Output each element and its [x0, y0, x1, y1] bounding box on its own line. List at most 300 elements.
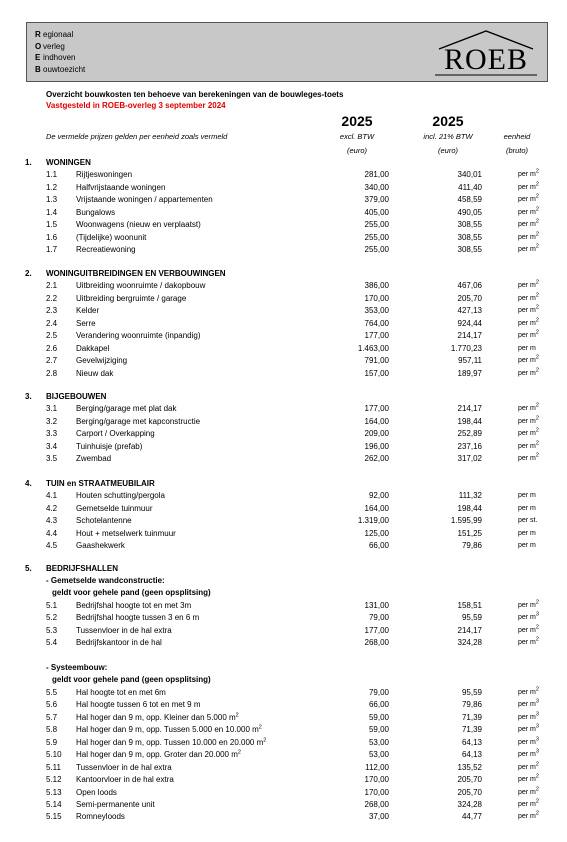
item-unit: [518, 637, 539, 649]
price-incl: 308,55: [457, 245, 482, 255]
item-label: [76, 182, 165, 194]
unit-superscript: 3: [535, 736, 539, 743]
item-unit: [518, 528, 536, 540]
item-label-text: (Tijdelijke) woonunit: [76, 232, 147, 242]
price-excl: 262,00: [364, 454, 389, 464]
item-unit: [518, 453, 539, 465]
item-number: 1.6: [46, 232, 58, 242]
table-row: [0, 811, 567, 823]
item-unit: [518, 762, 539, 774]
price-excl: 37,00: [368, 812, 389, 822]
unit-text: per m: [518, 208, 536, 216]
item-number: 1.7: [46, 245, 58, 255]
price-excl: 379,00: [364, 195, 389, 205]
item-unit: [518, 305, 539, 317]
item-unit: [518, 207, 539, 219]
table-row: [0, 762, 567, 774]
item-label: [76, 762, 172, 774]
unit-superscript: 2: [535, 636, 539, 643]
item-label: [76, 687, 166, 699]
unit-superscript: 2: [535, 761, 539, 768]
price-incl: 111,32: [458, 491, 482, 501]
item-label: [76, 612, 199, 624]
price-incl: 214,17: [457, 404, 482, 414]
table-row: [0, 280, 567, 292]
price-excl: 353,00: [364, 306, 389, 316]
price-excl: 255,00: [364, 220, 389, 230]
item-number: 5.14: [46, 799, 62, 809]
price-excl: 1.319,00: [357, 516, 389, 526]
item-label-text: Halfvrijstaande woningen: [76, 182, 166, 192]
item-unit: [518, 799, 539, 811]
section-title: BEDRIJFSHALLEN: [46, 564, 119, 573]
table-row: [0, 194, 567, 206]
item-label: [76, 799, 155, 811]
item-unit: [518, 540, 536, 552]
table-row: [0, 293, 567, 305]
item-unit: [518, 749, 539, 761]
unit-superscript: 2: [535, 624, 539, 631]
price-incl: 198,44: [457, 503, 482, 513]
price-incl: 198,44: [457, 416, 482, 426]
item-number: 3.1: [46, 404, 58, 414]
item-label-text: Bedrijfshal hoogte tot en met 3m: [76, 600, 192, 610]
item-number: 2.1: [46, 281, 58, 291]
unit-text: per m: [518, 344, 536, 352]
unit-text: per m: [518, 738, 536, 746]
price-excl: 405,00: [364, 207, 389, 217]
unit-text: per m: [518, 504, 536, 512]
item-unit: [518, 687, 539, 699]
unit-superscript: 3: [535, 723, 539, 730]
acronym-word: verleg: [43, 41, 65, 51]
unit-text: per m: [518, 601, 536, 609]
table-row: [0, 637, 567, 649]
unit-text: per m: [518, 405, 536, 413]
table-row: [0, 787, 567, 799]
acronym-word: egionaal: [43, 30, 74, 39]
item-label-text: Tussenvloer in de hal extra: [76, 762, 172, 772]
item-label-text: Nieuw dak: [76, 368, 114, 378]
item-number: 5.8: [46, 725, 58, 735]
item-number: 3.4: [46, 441, 58, 451]
price-incl: 427,13: [457, 306, 482, 316]
price-incl: 205,70: [457, 787, 482, 797]
item-number: 5.15: [46, 812, 62, 822]
item-label: [76, 528, 176, 540]
table-row: [0, 724, 567, 736]
acronym-word: indhoven: [43, 53, 76, 62]
item-label-text: Berging/garage met plat dak: [76, 404, 177, 414]
unit-text: per m: [518, 800, 536, 808]
item-number: 1.3: [46, 195, 58, 205]
unit-superscript: 3: [535, 699, 539, 706]
item-number: 2.7: [46, 356, 58, 366]
price-excl: 177,00: [364, 331, 389, 341]
item-number: 5.7: [46, 712, 58, 722]
incl-unit: (euro): [437, 146, 458, 155]
item-number: 4.5: [46, 541, 58, 551]
price-incl: 71,39: [461, 725, 482, 735]
item-label-text: Hal hoger dan 9 m, opp. Kleiner dan 5.000 m: [76, 712, 236, 722]
table-row: [0, 490, 567, 502]
unit-text: per m: [518, 319, 536, 327]
item-number: 2.8: [46, 368, 58, 378]
item-label-text: Kelder: [76, 306, 100, 316]
unit-text: per m: [518, 221, 536, 229]
price-excl: 340,00: [364, 182, 389, 192]
group-heading: - Systeembouw:: [46, 663, 108, 672]
item-label: [76, 699, 201, 711]
item-label-text: Verandering woonruimte (inpandig): [76, 331, 201, 341]
price-incl: 158,51: [457, 600, 482, 610]
unit-superscript: 3: [535, 748, 539, 755]
item-unit: [518, 600, 539, 612]
label-superscript: 2: [258, 724, 262, 731]
excl-year: 2025: [341, 113, 373, 129]
item-number: 1.2: [46, 182, 58, 192]
item-unit: [518, 330, 539, 342]
table-row: [0, 712, 567, 724]
item-unit: [518, 169, 539, 181]
item-number: 2.5: [46, 331, 58, 341]
item-number: 5.13: [46, 787, 62, 797]
item-unit: [518, 355, 539, 367]
document-title: Overzicht bouwkosten ten behoeve van berekeningen van de bouwleges-toets: [46, 90, 344, 99]
incl-year: 2025: [432, 113, 464, 129]
section-title: WONINGEN: [46, 158, 91, 167]
item-unit: [518, 194, 539, 206]
item-number: 4.3: [46, 516, 58, 526]
price-excl: 53,00: [368, 737, 389, 747]
table-row: [0, 330, 567, 342]
item-label: [76, 318, 96, 330]
price-incl: 458,59: [457, 195, 482, 205]
unit-text: per m: [518, 233, 536, 241]
price-excl: 791,00: [364, 356, 389, 366]
unit-superscript: 2: [535, 218, 539, 225]
unit-superscript: 2: [535, 452, 539, 459]
item-label: [76, 453, 111, 465]
price-incl: 79,86: [461, 541, 482, 551]
item-label: [76, 207, 115, 219]
section-number: 2.: [25, 269, 32, 278]
price-excl: 255,00: [364, 245, 389, 255]
item-label: [76, 293, 186, 305]
item-unit: [518, 724, 539, 736]
item-label-text: Gevelwijziging: [76, 356, 128, 366]
roeb-logo: [433, 29, 539, 77]
item-label: [76, 194, 213, 206]
item-number: 2.6: [46, 343, 58, 353]
unit-text: per m: [518, 455, 536, 463]
price-incl: 324,28: [457, 638, 482, 648]
item-unit: [518, 416, 539, 428]
item-unit: [518, 490, 536, 502]
item-unit: [518, 441, 539, 453]
item-label: [76, 637, 162, 649]
price-incl: 317,02: [457, 454, 482, 464]
price-incl: 490,05: [457, 207, 482, 217]
item-label-text: Woonwagens (nieuw en verplaatst): [76, 220, 201, 230]
item-label-text: Houten schutting/pergola: [76, 491, 165, 501]
item-label-text: Bedrijfshal hoogte tussen 3 en 6 m: [76, 613, 200, 623]
unit-text: per m: [518, 307, 536, 315]
item-number: 3.2: [46, 416, 58, 426]
price-incl: 308,55: [457, 232, 482, 242]
unit-header: eenheid: [503, 132, 531, 141]
unit-superscript: 2: [535, 403, 539, 410]
unit-text: per m: [518, 688, 536, 696]
item-label: [76, 515, 132, 527]
item-number: 5.4: [46, 638, 58, 648]
price-excl: 92,00: [368, 491, 389, 501]
item-label: [76, 368, 113, 380]
unit-superscript: 2: [535, 329, 539, 336]
item-label-text: Carport / Overkapping: [76, 429, 155, 439]
unit-text: per m: [518, 763, 536, 771]
item-label: [76, 343, 109, 355]
table-row: [0, 699, 567, 711]
unit-text: per m: [518, 442, 536, 450]
item-label: [76, 749, 241, 761]
item-label-text: Semi-permanente unit: [76, 799, 155, 809]
unit-text: per m: [518, 492, 536, 500]
unit-text: per m: [518, 171, 536, 179]
section-title: BIJGEBOUWEN: [46, 392, 107, 401]
price-excl: 386,00: [364, 281, 389, 291]
item-number: 5.1: [46, 600, 58, 610]
table-row: [0, 625, 567, 637]
item-number: 4.1: [46, 491, 58, 501]
item-number: 1.1: [46, 170, 58, 180]
price-excl: 125,00: [364, 528, 389, 538]
price-excl: 209,00: [364, 429, 389, 439]
item-number: 3.5: [46, 454, 58, 464]
item-number: 2.3: [46, 306, 58, 316]
unit-superscript: 2: [535, 773, 539, 780]
excl-unit: (euro): [346, 146, 367, 155]
item-label-text: Berging/garage met kapconstructie: [76, 416, 201, 426]
unit-header-bruto: (bruto): [505, 146, 529, 155]
price-excl: 764,00: [364, 318, 389, 328]
label-superscript: 2: [235, 712, 239, 719]
item-label: [76, 305, 99, 317]
table-row: [0, 749, 567, 761]
section-title: WONINGUITBREIDINGEN EN VERBOUWINGEN: [46, 269, 226, 278]
item-label: [76, 169, 132, 181]
price-incl: 1.595,99: [450, 516, 482, 526]
item-unit: [518, 712, 539, 724]
item-label: [76, 403, 177, 415]
item-label-text: Bedrijfskantoor in de hal: [76, 638, 162, 648]
price-incl: 237,16: [457, 441, 482, 451]
item-unit: [518, 368, 539, 380]
unit-superscript: 2: [535, 599, 539, 606]
item-label-text: Serre: [76, 318, 96, 328]
item-label: [76, 355, 127, 367]
item-number: 5.10: [46, 750, 62, 760]
item-label-text: Open loods: [76, 787, 117, 797]
item-number: 1.5: [46, 220, 58, 230]
unit-text: per m: [518, 776, 536, 784]
price-incl: 64,13: [461, 750, 482, 760]
logo-text: ROEB: [443, 43, 528, 76]
price-excl: 164,00: [364, 416, 389, 426]
item-label-text: Romneyloods: [76, 812, 125, 822]
incl-header: incl. 21% BTW: [423, 132, 473, 141]
unit-text: per m: [518, 183, 536, 191]
unit-text: per m: [518, 357, 536, 365]
unit-superscript: 2: [535, 305, 539, 312]
item-label-text: Hout + metselwerk tuinmuur: [76, 528, 176, 538]
section-number: 3.: [25, 392, 32, 401]
price-excl: 66,00: [368, 700, 389, 710]
item-label: [76, 330, 201, 342]
price-incl: 252,89: [457, 429, 482, 439]
item-label-text: Zwembad: [76, 454, 112, 464]
item-unit: [518, 293, 539, 305]
price-incl: 340,01: [457, 170, 482, 180]
item-unit: [518, 625, 539, 637]
item-label: [76, 712, 239, 724]
price-incl: 957,11: [458, 356, 482, 366]
item-label: [76, 244, 136, 256]
unit-superscript: 3: [535, 612, 539, 619]
table-row: [0, 737, 567, 749]
table-row: [0, 182, 567, 194]
item-label-text: Rijtjeswoningen: [76, 170, 133, 180]
table-row: [0, 368, 567, 380]
item-number: 5.12: [46, 775, 62, 785]
item-label-text: Tuinhuisje (prefab): [76, 441, 143, 451]
price-incl: 411,40: [458, 182, 482, 192]
table-row: [0, 355, 567, 367]
item-number: 5.11: [46, 762, 61, 772]
table-row: [0, 428, 567, 440]
unit-text: per m: [518, 369, 536, 377]
item-label: [76, 280, 205, 292]
unit-text: per m: [518, 701, 536, 709]
unit-text: per m: [518, 639, 536, 647]
item-label: [76, 625, 172, 637]
price-excl: 268,00: [364, 638, 389, 648]
acronym-block: [35, 29, 85, 75]
unit-superscript: 2: [535, 194, 539, 201]
price-excl: 59,00: [368, 725, 389, 735]
item-label-text: Schotelantenne: [76, 516, 132, 526]
item-unit: [518, 280, 539, 292]
unit-superscript: 3: [535, 711, 539, 718]
item-label-text: Dakkapel: [76, 343, 110, 353]
unit-superscript: 2: [535, 686, 539, 693]
item-unit: [518, 787, 539, 799]
unit-superscript: 2: [535, 786, 539, 793]
price-incl: 95,59: [461, 613, 482, 623]
price-excl: 177,00: [364, 404, 389, 414]
unit-text: per m: [518, 751, 536, 759]
item-unit: [518, 244, 539, 256]
document-subtitle: Vastgesteld in ROEB-overleg 3 september 2024: [46, 101, 226, 110]
item-label-text: Hal hoogte tussen 6 tot en met 9 m: [76, 700, 201, 710]
group-subheading: geldt voor gehele pand (geen opsplitsing): [52, 588, 211, 598]
price-excl: 281,00: [364, 170, 389, 180]
price-excl: 1.463,00: [357, 343, 389, 353]
price-excl: 170,00: [364, 293, 389, 303]
item-label: [76, 441, 142, 453]
table-row: [0, 244, 567, 256]
acronym-letter: E: [35, 53, 41, 62]
unit-superscript: 2: [535, 169, 539, 176]
unit-superscript: 2: [535, 811, 539, 818]
table-row: [0, 219, 567, 231]
item-unit: [518, 811, 539, 823]
table-row: [0, 687, 567, 699]
price-incl: 1.770,23: [450, 343, 482, 353]
unit-superscript: 2: [535, 440, 539, 447]
unit-superscript: 2: [535, 367, 539, 374]
unit-text: per m: [518, 332, 536, 340]
price-excl: 53,00: [368, 750, 389, 760]
acronym-letter: B: [35, 64, 41, 74]
table-row: [0, 416, 567, 428]
item-number: 2.4: [46, 318, 58, 328]
price-incl: 189,97: [457, 368, 482, 378]
item-label-text: Hal hoger dan 9 m, opp. Groter dan 20.000 m: [76, 750, 238, 760]
unit-text: per m: [518, 626, 536, 634]
price-excl: 177,00: [364, 625, 389, 635]
table-row: [0, 343, 567, 355]
unit-superscript: 2: [535, 243, 539, 250]
item-unit: [518, 612, 539, 624]
table-row: [0, 774, 567, 786]
unit-text: per m: [518, 196, 536, 204]
item-number: 5.2: [46, 613, 58, 623]
item-label: [76, 724, 262, 736]
item-unit: [518, 232, 539, 244]
section-number: 5.: [25, 564, 32, 573]
table-row: [0, 403, 567, 415]
price-incl: 467,06: [457, 281, 482, 291]
unit-superscript: 2: [535, 798, 539, 805]
item-number: 1.4: [46, 207, 58, 217]
item-label: [76, 232, 146, 244]
item-label-text: Gaashekwerk: [76, 541, 125, 551]
unit-superscript: 2: [535, 181, 539, 188]
table-row: [0, 540, 567, 552]
item-label-text: Recreatiewoning: [76, 245, 136, 255]
item-number: 4.4: [46, 528, 58, 538]
price-excl: 164,00: [364, 503, 389, 513]
price-incl: 205,70: [457, 293, 482, 303]
price-incl: 95,59: [461, 687, 482, 697]
unit-text: per m: [518, 529, 536, 537]
item-label: [76, 428, 155, 440]
unit-superscript: 2: [535, 415, 539, 422]
item-label-text: Vrijstaande woningen / appartementen: [76, 195, 213, 205]
price-incl: 135,52: [457, 762, 482, 772]
price-excl: 59,00: [368, 712, 389, 722]
label-superscript: 2: [237, 749, 241, 756]
table-row: [0, 528, 567, 540]
unit-superscript: 2: [535, 428, 539, 435]
table-row: [0, 318, 567, 330]
price-incl: 214,17: [457, 331, 482, 341]
unit-superscript: 2: [535, 317, 539, 324]
price-note: De vermelde prijzen gelden per eenheid zoals vermeld: [46, 132, 228, 141]
label-superscript: 2: [263, 737, 267, 744]
group-heading: - Gemetselde wandconstructie:: [46, 576, 165, 585]
